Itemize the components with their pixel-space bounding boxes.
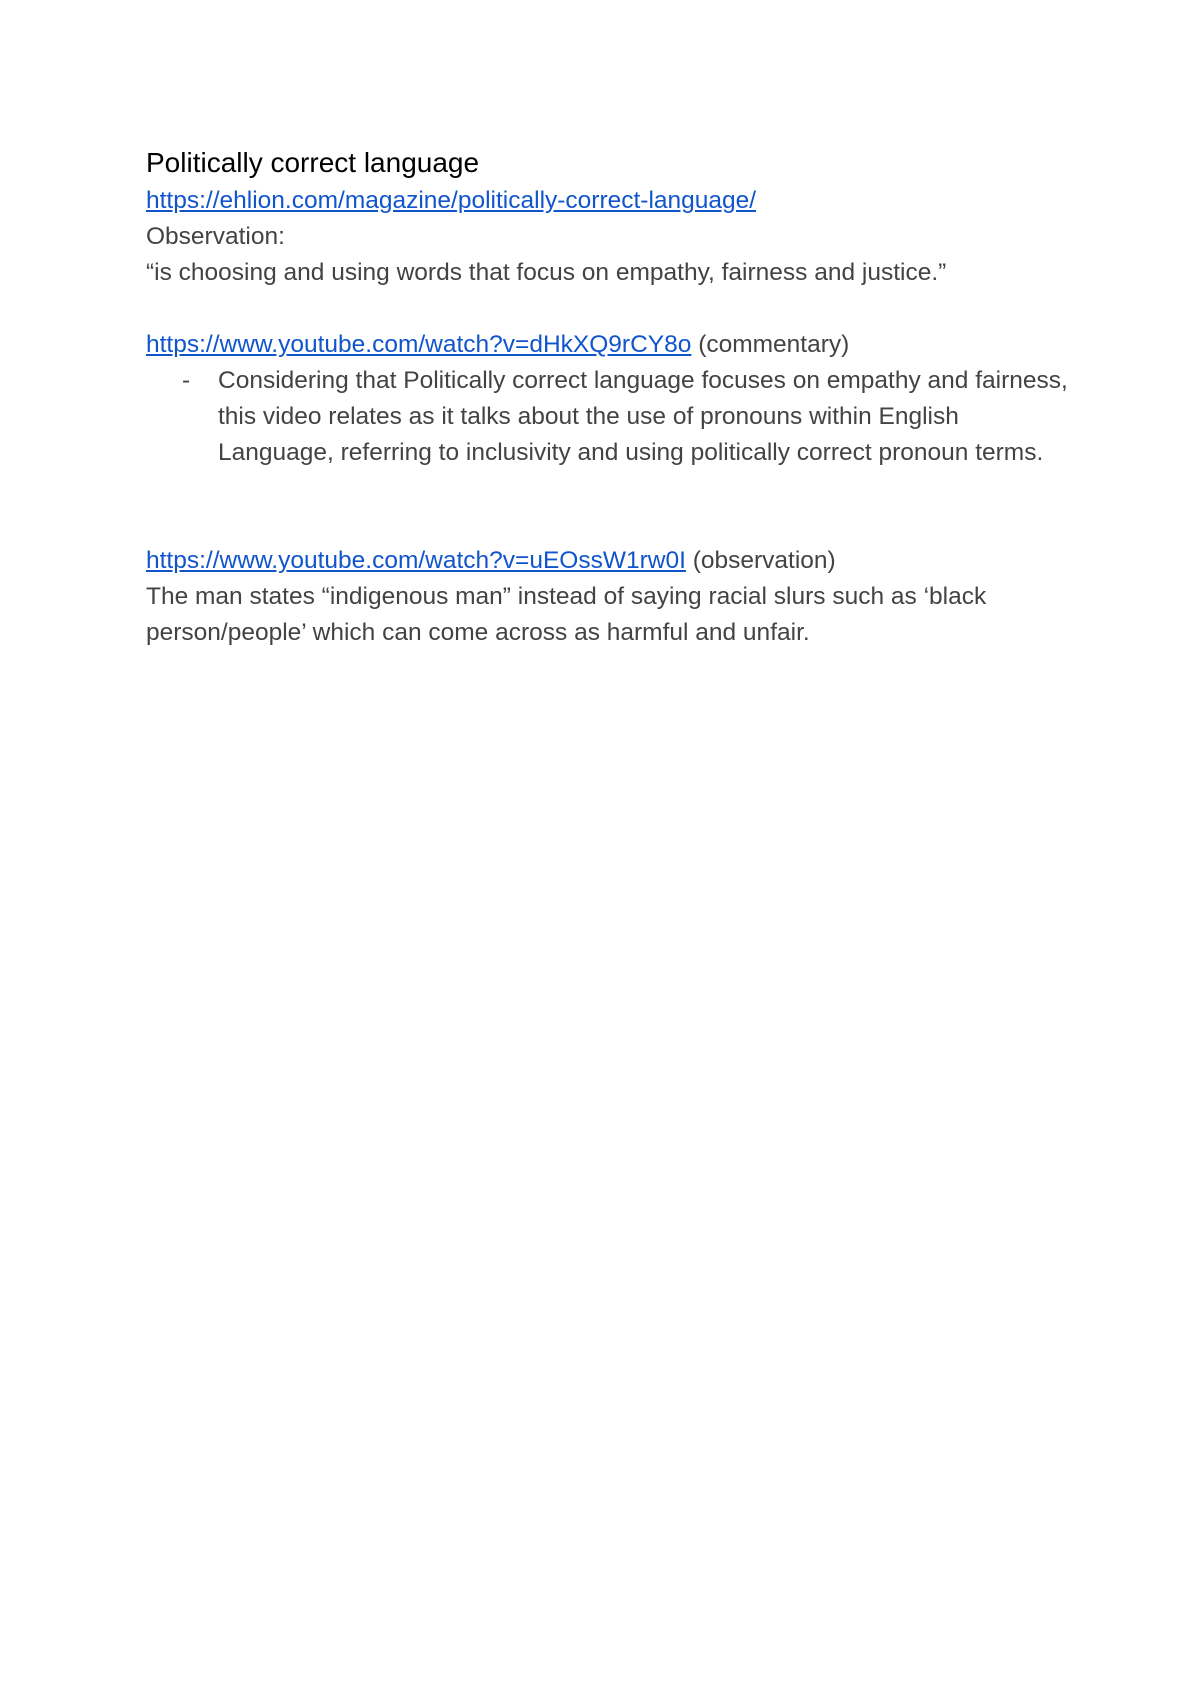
observation-text: The man states “indigenous man” instead of saying racial slurs such as ‘black person/people’ which can come across as harmful and unfair. [146, 583, 987, 646]
spacer [146, 471, 1076, 543]
observation-label: Observation: [146, 223, 285, 250]
document-title: Politically correct language [146, 147, 480, 178]
source-line-3 [146, 543, 1076, 579]
youtube-commentary-link[interactable]: https://www.youtube.com/watch?v=dHkXQ9rCY8o [146, 331, 692, 358]
ehlion-article-link[interactable]: https://ehlion.com/magazine/politically-correct-language/ [146, 187, 757, 214]
source-line-1 [146, 183, 1076, 219]
observation-tag: (observation) [685, 547, 836, 574]
list-item [146, 363, 1076, 471]
youtube-observation-link[interactable]: https://www.youtube.com/watch?v=uEOssW1rw0I [146, 547, 686, 574]
bullet-marker: - [182, 367, 191, 394]
source-line-2 [146, 327, 1076, 363]
spacer [146, 291, 1076, 327]
commentary-bullet-text: Considering that Politically correct language focuses on empathy and fairness, this video relates as it talks about the use of pronouns within English Language, referring to inclusivity and using politically correct pronoun terms. [218, 367, 1068, 466]
document-page [146, 143, 1076, 651]
commentary-tag: (commentary) [691, 331, 850, 358]
definition-quote: “is choosing and using words that focus on empathy, fairness and justice.” [146, 259, 947, 286]
